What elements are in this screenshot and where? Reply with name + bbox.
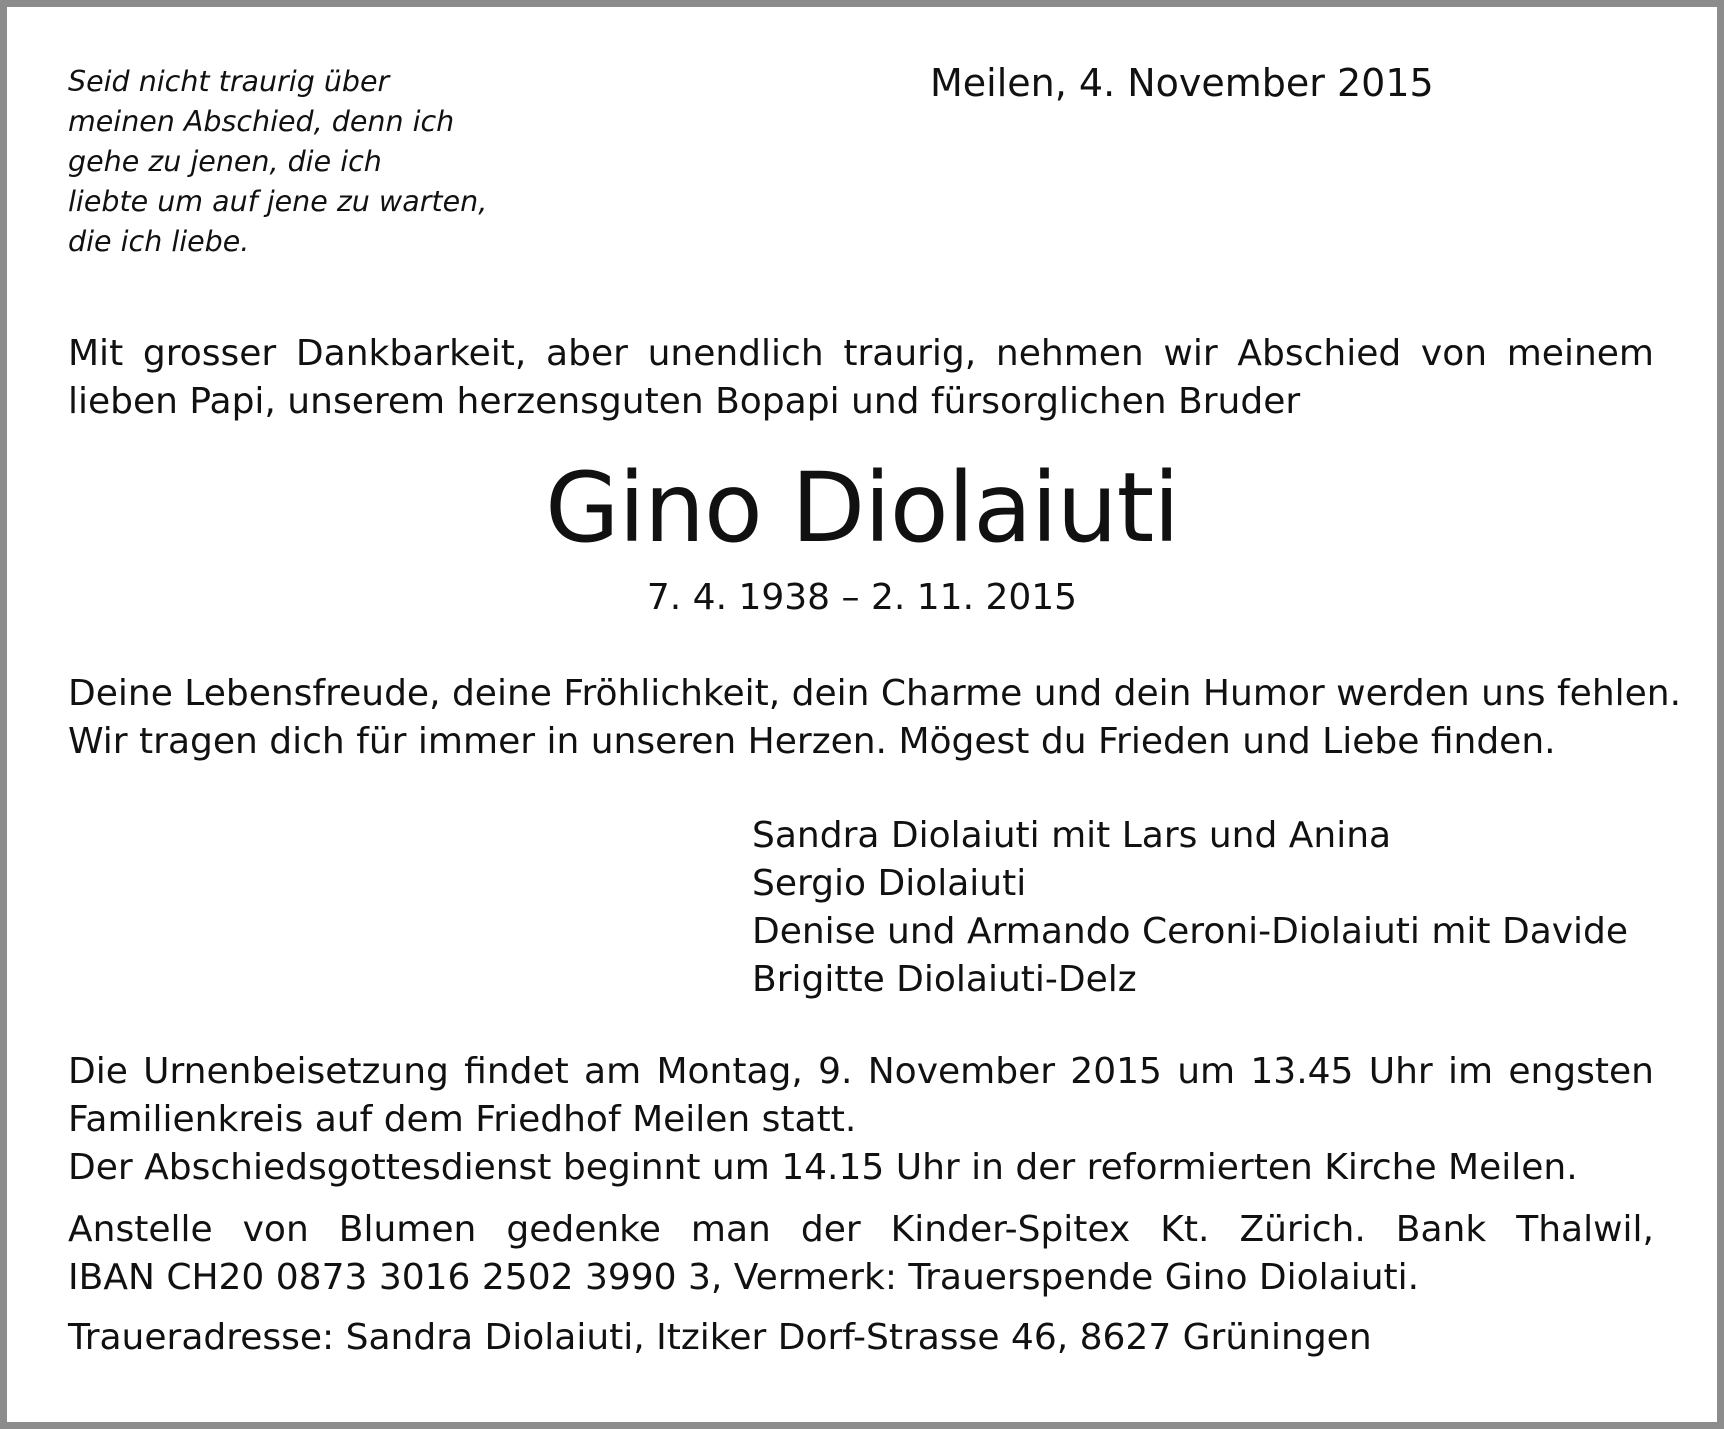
address-line: Traueradresse: Sandra Diolaiuti, Itziker Dorf-Strasse 46, 8627 Grüningen: [68, 1317, 1372, 1358]
family-member: Denise und Armando Ceroni-Diolaiuti mit Davide: [752, 911, 1629, 952]
family-member: Sergio Diolaiuti: [752, 863, 1027, 904]
farewell-paragraph: [68, 670, 1682, 766]
life-dates: 7. 4. 1938 – 2. 11. 2015: [646, 577, 1078, 618]
burial-info: [68, 1048, 1654, 1144]
mourning-address: [68, 1314, 1654, 1362]
family-signatures: [752, 812, 1628, 1004]
deceased-name: Gino Diolaiuti: [545, 452, 1179, 564]
donation-info: [68, 1206, 1654, 1302]
poem-line: Seid nicht traurig über: [68, 65, 390, 98]
service-line: Der Abschiedsgottesdienst beginnt um 14.15 Uhr in der reformierten Kirche Meilen.: [68, 1147, 1578, 1188]
intro-line: Mit grosser Dankbarkeit, aber unendlich traurig, nehmen wir Abschied von meinem: [68, 333, 1654, 374]
church-service-info: [68, 1144, 1654, 1192]
poem-line: die ich liebe.: [68, 225, 250, 258]
family-member: Brigitte Diolaiuti-Delz: [752, 959, 1137, 1000]
farewell-line: Deine Lebensfreude, deine Fröhlichkeit, dein Charme und dein Humor werden uns fehlen.: [68, 673, 1682, 714]
poem-quote: [68, 62, 508, 262]
poem-line: meinen Abschied, denn ich: [68, 105, 455, 138]
family-member: Sandra Diolaiuti mit Lars und Anina: [752, 815, 1392, 856]
intro-line: lieben Papi, unserem herzensguten Bopapi und fürsorglichen Bruder: [68, 381, 1301, 422]
donation-line: Anstelle von Blumen gedenke man der Kinder-Spitex Kt. Zürich. Bank Thalwil,: [68, 1209, 1654, 1250]
poem-line: liebte um auf jene zu warten,: [68, 185, 488, 218]
donation-line: IBAN CH20 0873 3016 2502 3990 3, Vermerk: Trauerspende Gino Diolaiuti.: [68, 1257, 1420, 1298]
farewell-line: Wir tragen dich für immer in unseren Herzen. Mögest du Frieden und Liebe finden.: [68, 721, 1556, 762]
intro-paragraph: [68, 330, 1654, 426]
service-line: Familienkreis auf dem Friedhof Meilen statt.: [68, 1099, 857, 1140]
place-date: Meilen, 4. November 2015: [930, 61, 1434, 105]
service-line: Die Urnenbeisetzung findet am Montag, 9. November 2015 um 13.45 Uhr im engsten: [68, 1051, 1654, 1092]
poem-line: gehe zu jenen, die ich: [68, 145, 382, 178]
